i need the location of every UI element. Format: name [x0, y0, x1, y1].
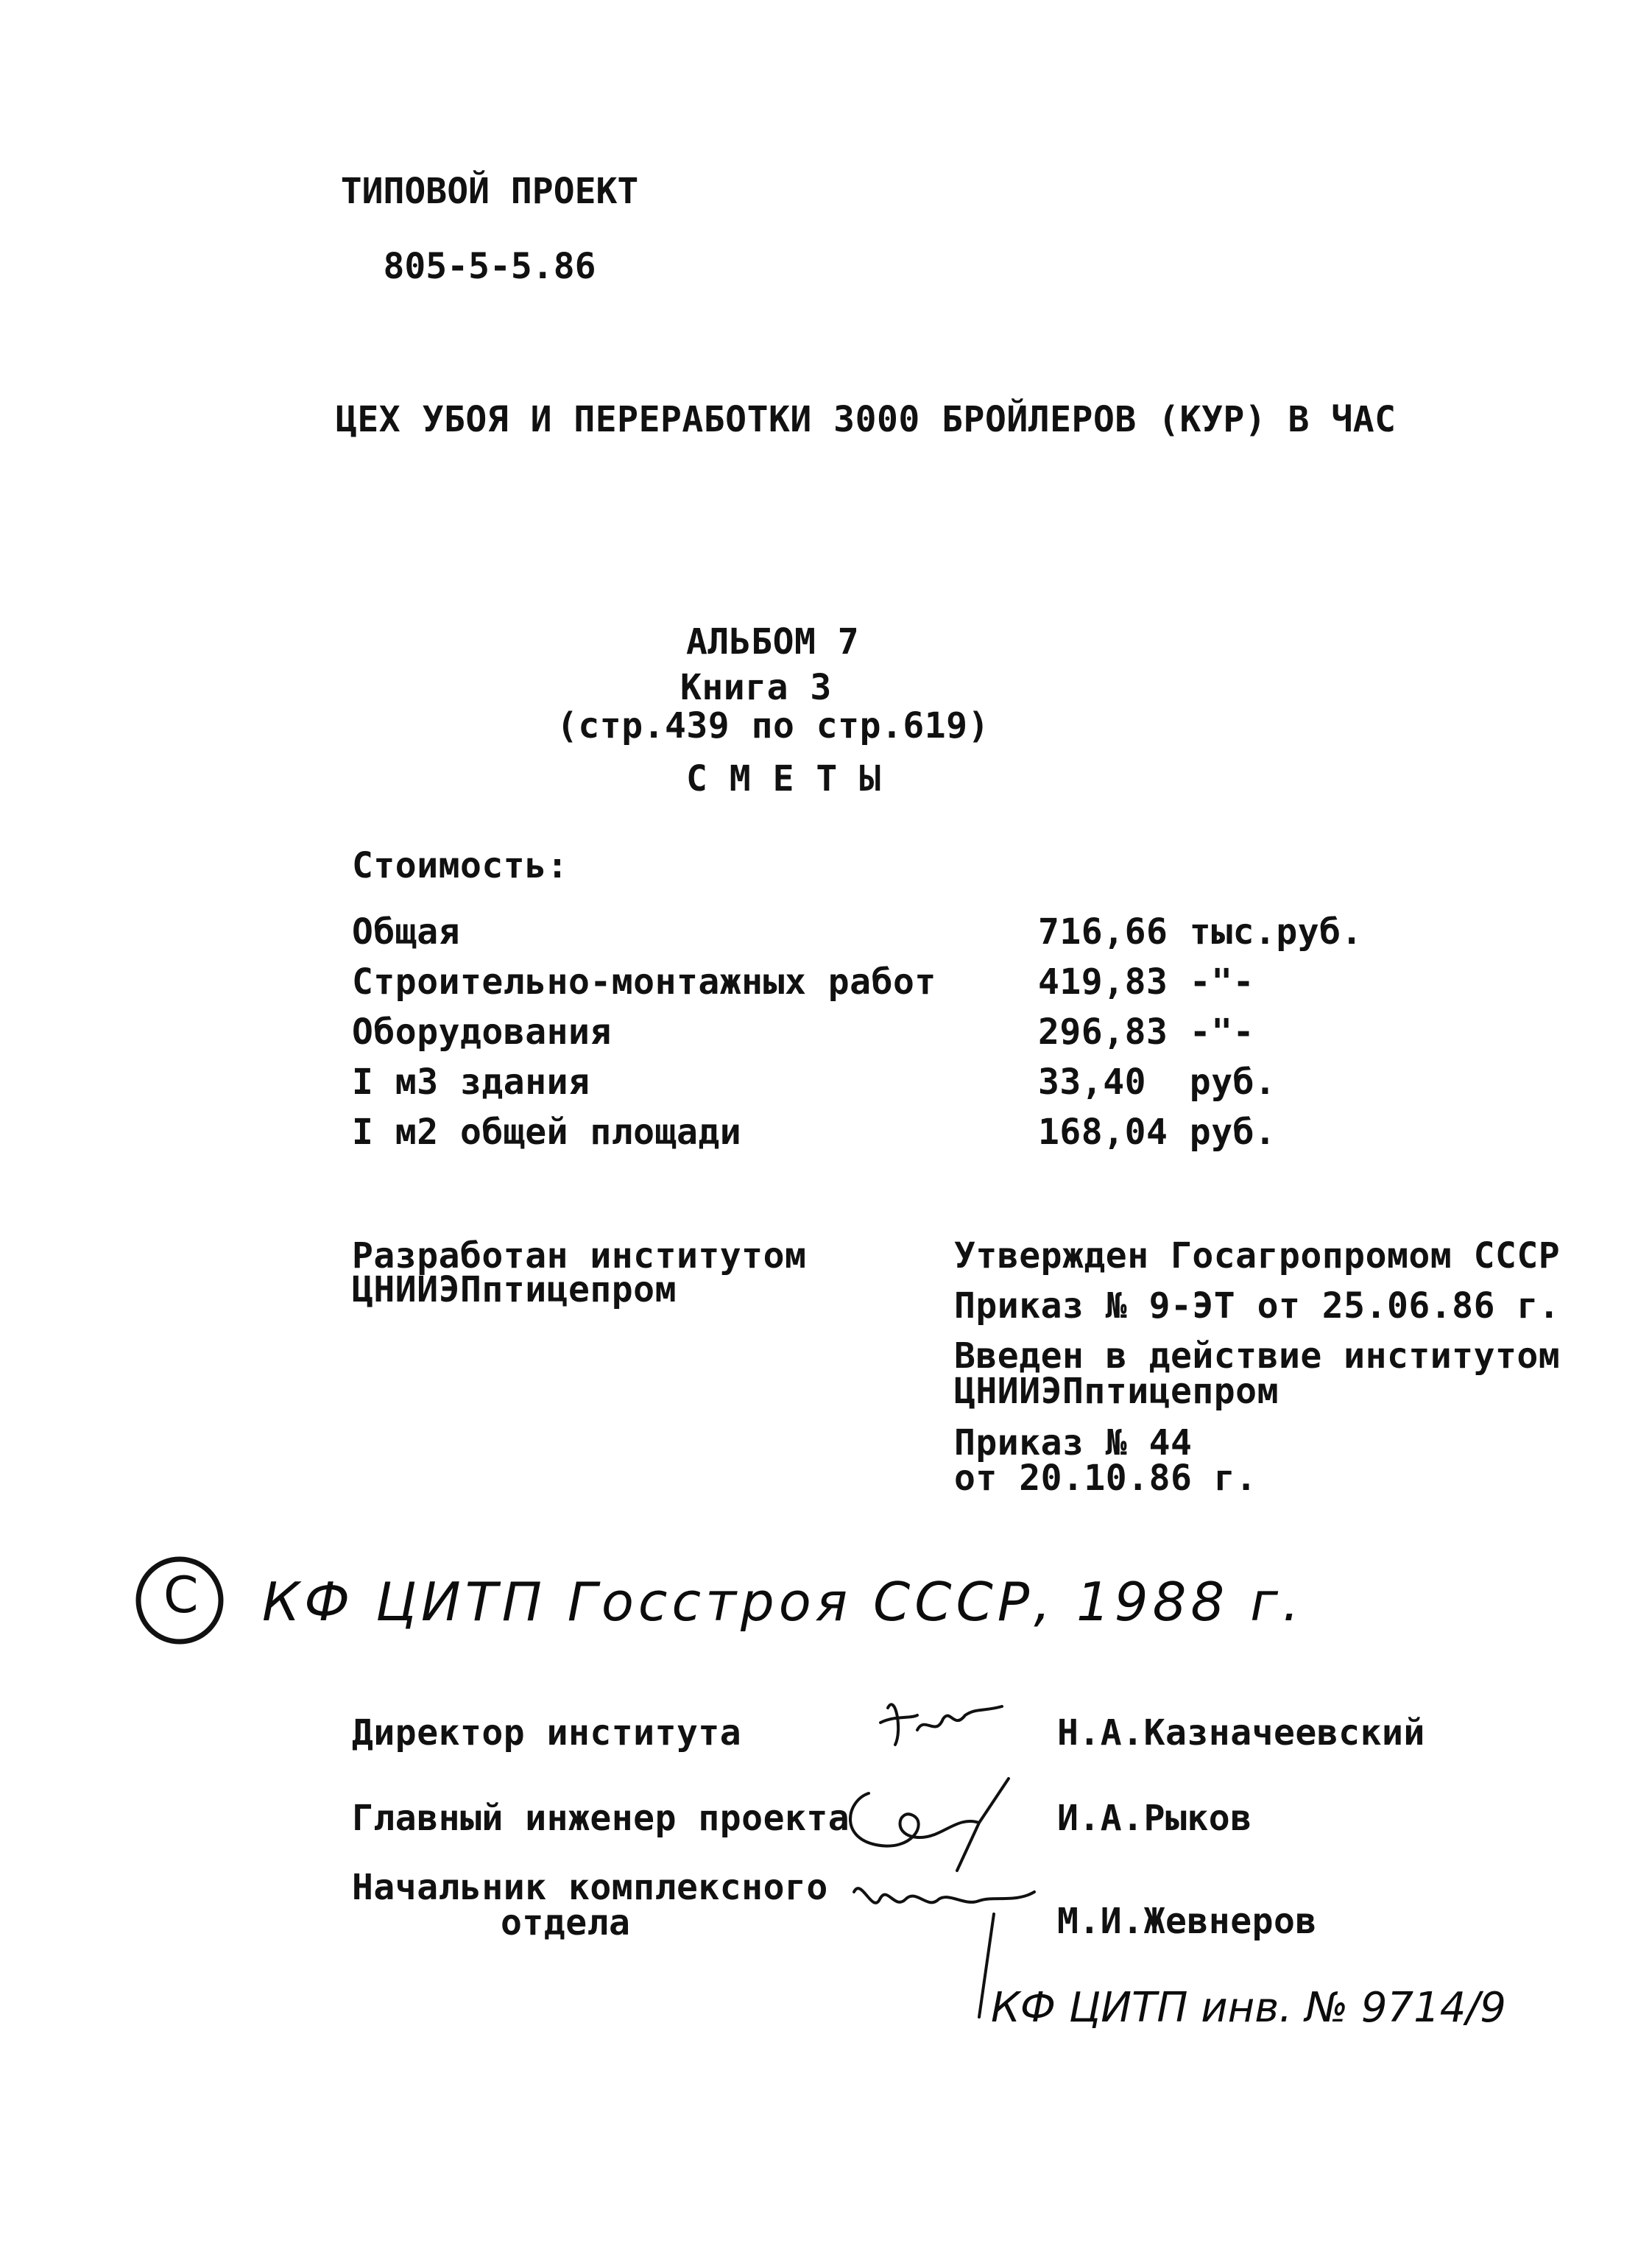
- project-type: ТИПОВОЙ ПРОЕКТ: [340, 171, 639, 212]
- cost-label-total: Общая: [352, 911, 460, 953]
- cost-value-total: 716,66 тыс.руб.: [1038, 911, 1363, 953]
- cost-label-equipment: Оборудования: [352, 1011, 612, 1053]
- album-label: АЛЬБОМ 7: [686, 621, 860, 663]
- book-label: Книга 3: [680, 667, 832, 708]
- approval-line-6: от 20.10.86 г.: [954, 1458, 1257, 1499]
- approval-line-1: Утвержден Госагропромом СССР: [954, 1235, 1561, 1276]
- project-title: ЦЕХ УБОЯ И ПЕРЕРАБОТКИ 3000 БРОЙЛЕРОВ (КУР) В ЧАС: [336, 399, 1397, 440]
- cost-heading: Стоимость:: [352, 845, 568, 886]
- signature-name-director: Н.А.Казначеевский: [1057, 1712, 1425, 1754]
- cost-value-per-m3: 33,40 руб.: [1038, 1062, 1277, 1103]
- developer-line-2: ЦНИИЭПптицепром: [352, 1269, 677, 1310]
- developer-line-1: Разработан институтом: [352, 1235, 807, 1276]
- signature-name-head: М.И.Жевнеров: [1057, 1901, 1317, 1942]
- cost-label-construction: Строительно-монтажных работ: [352, 961, 936, 1003]
- cost-value-per-m2: 168,04 руб.: [1038, 1112, 1277, 1153]
- signature-role-head-line-2: отдела: [501, 1902, 631, 1943]
- project-number: 805-5-5.86: [383, 246, 596, 287]
- signature-chief-engineer-icon: [832, 1764, 1023, 1874]
- signature-role-chief-engineer: Главный инженер проекта: [352, 1798, 850, 1839]
- signature-director-icon: [873, 1686, 1013, 1759]
- cost-value-construction: 419,83 -"-: [1038, 961, 1254, 1003]
- approval-line-3: Введен в действие институтом: [954, 1335, 1561, 1377]
- signature-name-chief-engineer: И.А.Рыков: [1057, 1798, 1252, 1839]
- copyright-symbol: C: [163, 1567, 203, 1625]
- copyright-text: КФ ЦИТП Госстроя СССР, 1988 г.: [262, 1571, 1304, 1633]
- approval-line-5: Приказ № 44: [954, 1422, 1193, 1463]
- pages-range: (стр.439 по стр.619): [557, 705, 989, 746]
- cost-label-per-m3: I м3 здания: [352, 1062, 590, 1103]
- approval-line-4: ЦНИИЭПптицепром: [954, 1371, 1279, 1412]
- signature-role-head-line-1: Начальник комплексного: [352, 1867, 828, 1908]
- approval-line-2: Приказ № 9-ЭТ от 25.06.86 г.: [954, 1285, 1561, 1327]
- cost-value-equipment: 296,83 -"-: [1038, 1011, 1254, 1053]
- inventory-note: КФ ЦИТП инв. № 9714/9: [991, 1984, 1506, 2032]
- signature-role-director: Директор института: [352, 1712, 742, 1754]
- cost-label-per-m2: I м2 общей площади: [352, 1112, 742, 1153]
- section-title: С М Е Т Ы: [686, 758, 881, 799]
